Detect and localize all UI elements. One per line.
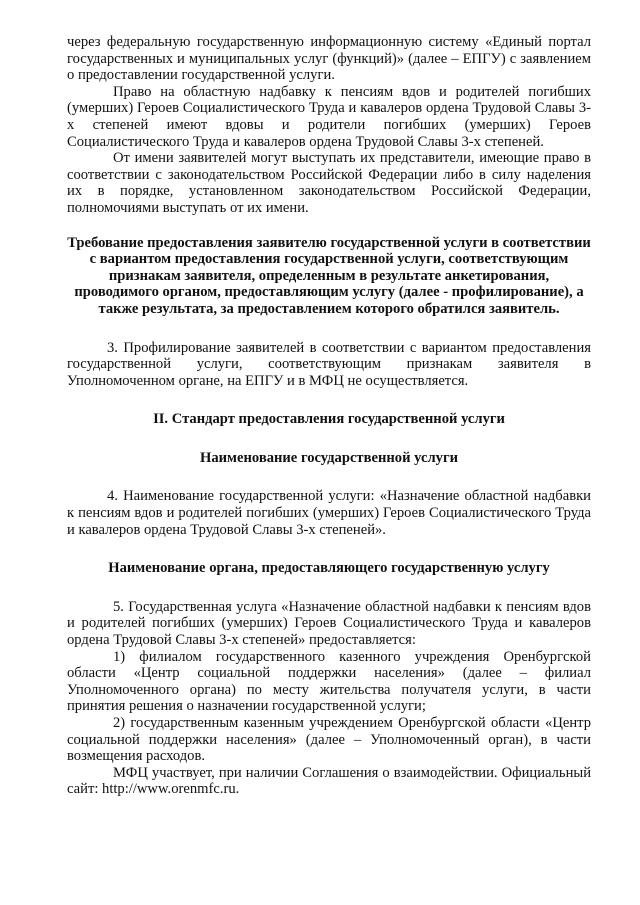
heading-section-2-standard: II. Стандарт предоставления государственной услуги [153,411,505,428]
heading-profiling-requirement: Требование предоставления заявителю государственной услуги в соответствии с вариантом предоставления государственной услуги, соответствующим признакам заявителя, определенным в результате анкетирования, проводимого органом, предоставляющим услугу (далее - профилирование), а также результата, за предоставлением которого обратился заявитель. [67,234,591,317]
paragraph-right-to-allowance: Право на областную надбавку к пенсиям вдов и родителей погибших (умерших) Героев Социалистического Труда и кавалеров ордена Трудовой Славы 3-х степеней имеют вдовы и родители погибших (умерших) Героев Социалистического Труда и кавалеров ордена Трудовой Славы 3-х степеней. [67,83,591,150]
paragraph-5-item-1-branch: 1) филиалом государственного казенного учреждения Оренбургской области «Центр социальной поддержки населения» (далее – филиал Уполномоченного органа) по месту жительства получателя услуги, в части принятия решения о назначении государственной услуги; [67,648,591,715]
paragraph-4-service-name: 4. Наименование государственной услуги: «Назначение областной надбавки к пенсиям вдов и родителей погибших (умерших) Героев Социалистического Труда и кавалеров ордена Трудовой Славы 3-х степеней». [67,488,591,538]
paragraph-representatives: От имени заявителей могут выступать их представители, имеющие право в соответствии с законодательством Российской Федерации либо в силу наделения их в порядке, установленном законодательством Российской Федерации, полномочиями выступать от их имени. [67,150,591,216]
document-page [67,34,591,798]
paragraph-mfc-website: МФЦ участвует, при наличии Соглашения о взаимодействии. Официальный сайт: http://www.orenmfc.ru. [67,764,591,798]
paragraph-3-profiling: 3. Профилирование заявителей в соответствии с вариантом предоставления государственной услуги, соответствующим признакам заявителя в Уполномоченном органе, на ЕПГУ и в МФЦ не осуществляется. [67,339,591,389]
heading-providing-authority: Наименование органа, предоставляющего государственную услугу [108,560,550,577]
paragraph-epgu-submission: через федеральную государственную информационную систему «Единый портал государственных и муниципальных услуг (функций)» (далее – ЕПГУ) с заявлением о предоставлении государственной услуги. [67,34,591,84]
paragraph-5-item-2-institution: 2) государственным казенным учреждением Оренбургской области «Центр социальной поддержки населения» (далее – Уполномоченный орган), в части возмещения расходов. [67,715,591,765]
heading-service-name: Наименование государственной услуги [200,449,458,466]
paragraph-5-service-provided: 5. Государственная услуга «Назначение областной надбавки к пенсиям вдов и родителей погибших (умерших) Героев Социалистического Труда и кавалеров ордена Трудовой Славы 3-х степеней» предоставляется: [67,598,591,649]
